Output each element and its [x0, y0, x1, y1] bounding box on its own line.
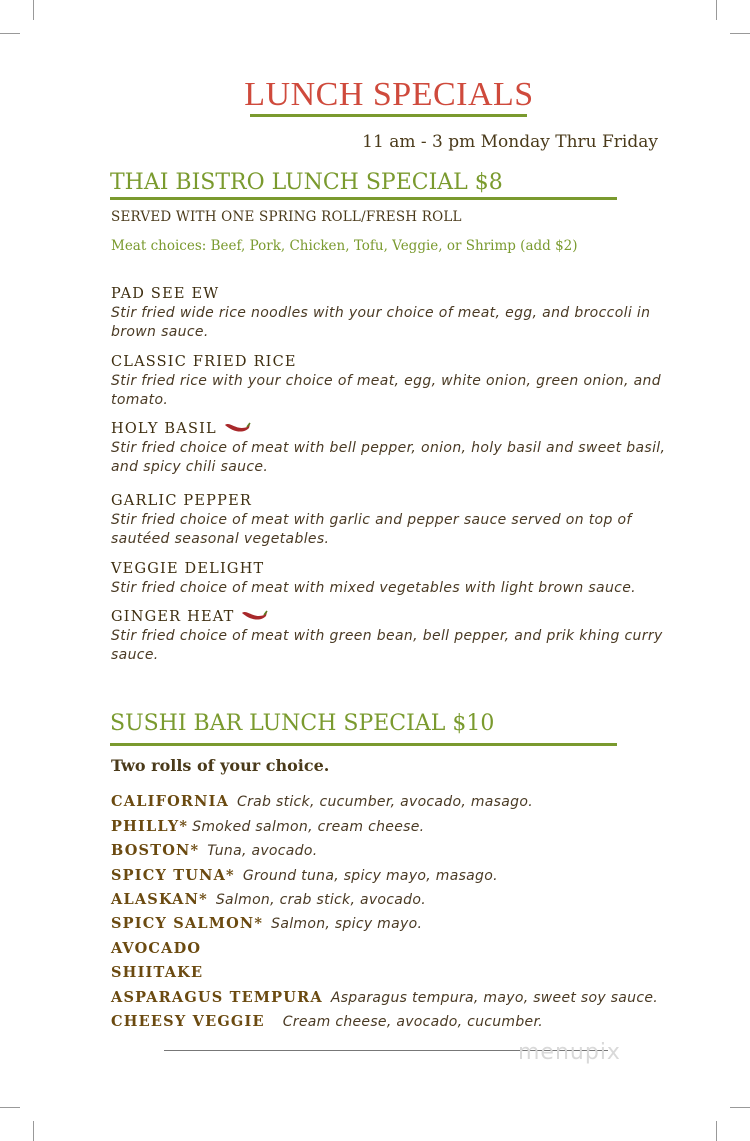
roll-name: SHIITAKE: [111, 964, 204, 981]
sushi-section-title: SUSHI BAR LUNCH SPECIAL $10: [110, 711, 495, 736]
crop-mark: [33, 0, 34, 20]
hours-text: 11 am - 3 pm Monday Thru Friday: [362, 132, 658, 152]
dish-item: [111, 607, 671, 665]
dish-description: Stir fried rice with your choice of meat, egg, white onion, green onion, and tomato.: [111, 373, 661, 408]
roll-item: [111, 1013, 543, 1035]
dish-item: [111, 284, 671, 342]
roll-item: [111, 915, 422, 937]
crop-mark: [716, 1121, 717, 1141]
roll-item: [111, 940, 209, 962]
roll-name: PHILLY*: [111, 818, 189, 835]
crop-mark: [0, 33, 20, 34]
thai-subhead: SERVED WITH ONE SPRING ROLL/FRESH ROLL: [111, 209, 462, 225]
roll-item: [111, 989, 658, 1011]
dish-name: GARLIC PEPPER: [111, 493, 252, 509]
dish-name: HOLY BASIL: [111, 419, 671, 439]
roll-name: ASPARAGUS TEMPURA: [111, 989, 323, 1006]
dish-item: [111, 491, 671, 549]
roll-name: SPICY TUNA*: [111, 867, 235, 884]
roll-name: ALASKAN*: [111, 891, 208, 908]
meat-choices: Meat choices: Beef, Pork, Chicken, Tofu, Veggie, or Shrimp (add $2): [111, 238, 578, 254]
roll-description: Asparagus tempura, mayo, sweet soy sauce.: [330, 990, 659, 1006]
roll-item: [111, 867, 498, 889]
dish-description: Stir fried choice of meat with bell pepper, onion, holy basil and sweet basil, and spicy chili sauce.: [111, 440, 666, 475]
dish-description: Stir fried choice of meat with garlic and pepper sauce served on top of sautéed seasonal vegetables.: [111, 512, 632, 547]
chili-pepper-icon: [223, 420, 251, 438]
thai-section-underline: [110, 197, 617, 200]
roll-item: [111, 964, 211, 986]
roll-description: Ground tuna, spicy mayo, masago.: [242, 868, 498, 884]
crop-mark: [33, 1121, 34, 1141]
dish-name: PAD SEE EW: [111, 286, 220, 302]
roll-item: [111, 793, 533, 815]
dish-name: GINGER HEAT: [111, 607, 671, 627]
dish-name: VEGGIE DELIGHT: [111, 561, 265, 577]
sushi-section-underline: [110, 743, 617, 746]
chili-pepper-icon: [240, 608, 268, 626]
watermark-logo: menupix: [518, 1040, 621, 1065]
roll-name: AVOCADO: [111, 940, 202, 957]
crop-mark: [730, 1107, 750, 1108]
crop-mark: [730, 33, 750, 34]
roll-description: Salmon, crab stick, avocado.: [215, 892, 426, 908]
page-title: LUNCH SPECIALS: [244, 76, 534, 113]
roll-name: CALIFORNIA: [111, 793, 230, 810]
roll-name: BOSTON*: [111, 842, 200, 859]
dish-description: Stir fried choice of meat with green bean, bell pepper, and prik khing curry sauce.: [111, 628, 663, 663]
roll-item: [111, 891, 426, 913]
dish-name: CLASSIC FRIED RICE: [111, 354, 297, 370]
roll-description: Crab stick, cucumber, avocado, masago.: [237, 794, 533, 810]
sushi-subhead: Two rolls of your choice.: [111, 756, 330, 775]
dish-item: [111, 559, 671, 598]
thai-section-title: THAI BISTRO LUNCH SPECIAL $8: [110, 170, 503, 195]
dish-description: Stir fried wide rice noodles with your choice of meat, egg, and broccoli in brown sauce.: [111, 305, 651, 340]
crop-mark: [716, 0, 717, 20]
dish-item: [111, 352, 671, 410]
roll-item: [111, 818, 424, 840]
roll-name: CHEESY VEGGIE: [111, 1013, 265, 1030]
title-underline: [250, 114, 527, 117]
dish-item: [111, 419, 671, 477]
crop-mark: [0, 1107, 20, 1108]
roll-name: SPICY SALMON*: [111, 915, 264, 932]
roll-description: Cream cheese, avocado, cucumber.: [282, 1014, 543, 1030]
roll-item: [111, 842, 317, 864]
roll-description: Tuna, avocado.: [207, 843, 318, 859]
roll-description: Salmon, spicy mayo.: [271, 916, 423, 932]
roll-description: Smoked salmon, cream cheese.: [192, 819, 425, 835]
dish-description: Stir fried choice of meat with mixed vegetables with light brown sauce.: [111, 580, 636, 596]
